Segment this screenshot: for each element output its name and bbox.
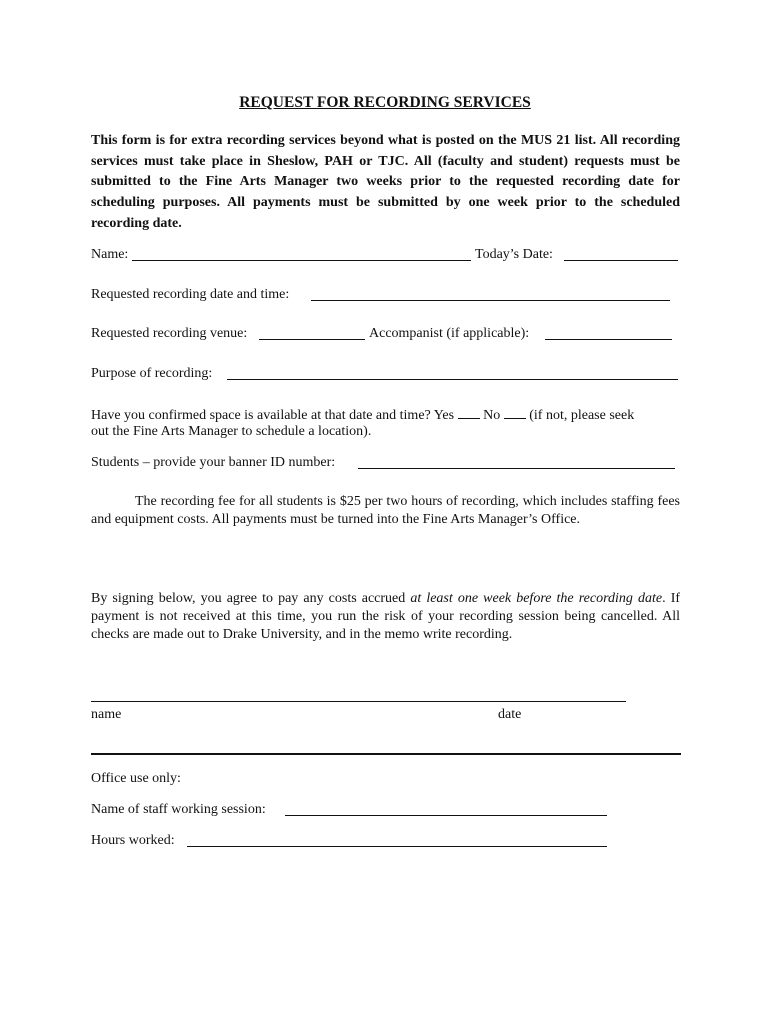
confirm-yes-field[interactable] [458,405,480,419]
office-heading: Office use only: [91,771,181,786]
agreement-emphasis: at least one week before the recording date [410,591,663,606]
confirm-line2: out the Fine Arts Manager to schedule a location). [91,424,372,439]
banner-id-label: Students – provide your banner ID number: [91,455,336,470]
signature-field[interactable] [91,701,626,702]
agreement-text-after: . If payment is not received at this time, you run the risk of your recording session being cancelled. All checks are made out to Drake University, and in the memo write recording. [91,591,681,642]
signature-name-caption: name [91,707,122,722]
venue-label: Requested recording venue: [91,326,248,341]
signature-date-caption: date [498,707,522,722]
hours-worked-label: Hours worked: [91,833,175,848]
confirm-no-field[interactable] [504,405,526,419]
page-title: REQUEST FOR RECORDING SERVICES [239,94,531,111]
intro-paragraph: This form is for extra recording services beyond what is posted on the MUS 21 list. All recording services must take place in Sheslow, PAH or TJC. All (faculty and student) requests must be submitted to the Fine Arts Manager two weeks prior to the requested recording date for scheduling purposes. All payments must be submitted by one week prior to the scheduled recording date. [91,133,680,231]
agreement-paragraph [91,590,680,644]
purpose-field[interactable] [227,379,678,380]
todays-date-label: Today’s Date: [475,247,553,262]
todays-date-field[interactable] [564,260,678,261]
office-divider [91,753,681,755]
name-field[interactable] [132,260,471,261]
confirm-note: (if not, please seek [529,408,635,423]
fee-paragraph: The recording fee for all students is $25 per two hours of recording, which includes staffing fees and equipment costs. All payments must be turned into the Fine Arts Manager’s Office. [91,494,680,527]
confirm-question-text: Have you confirmed space is available at that date and time? Yes [91,408,455,423]
confirm-question [91,405,634,425]
staff-name-field[interactable] [285,815,607,816]
agreement-text-before: By signing below, you agree to pay any costs accrued [91,591,406,606]
venue-field[interactable] [259,339,365,340]
requested-datetime-label: Requested recording date and time: [91,287,290,302]
name-label: Name: [91,247,129,262]
purpose-label: Purpose of recording: [91,366,213,381]
banner-id-field[interactable] [358,468,675,469]
accompanist-label: Accompanist (if applicable): [369,326,530,341]
staff-name-label: Name of staff working session: [91,802,266,817]
hours-worked-field[interactable] [187,846,607,847]
accompanist-field[interactable] [545,339,672,340]
requested-datetime-field[interactable] [311,300,670,301]
confirm-no-label: No [483,408,501,423]
